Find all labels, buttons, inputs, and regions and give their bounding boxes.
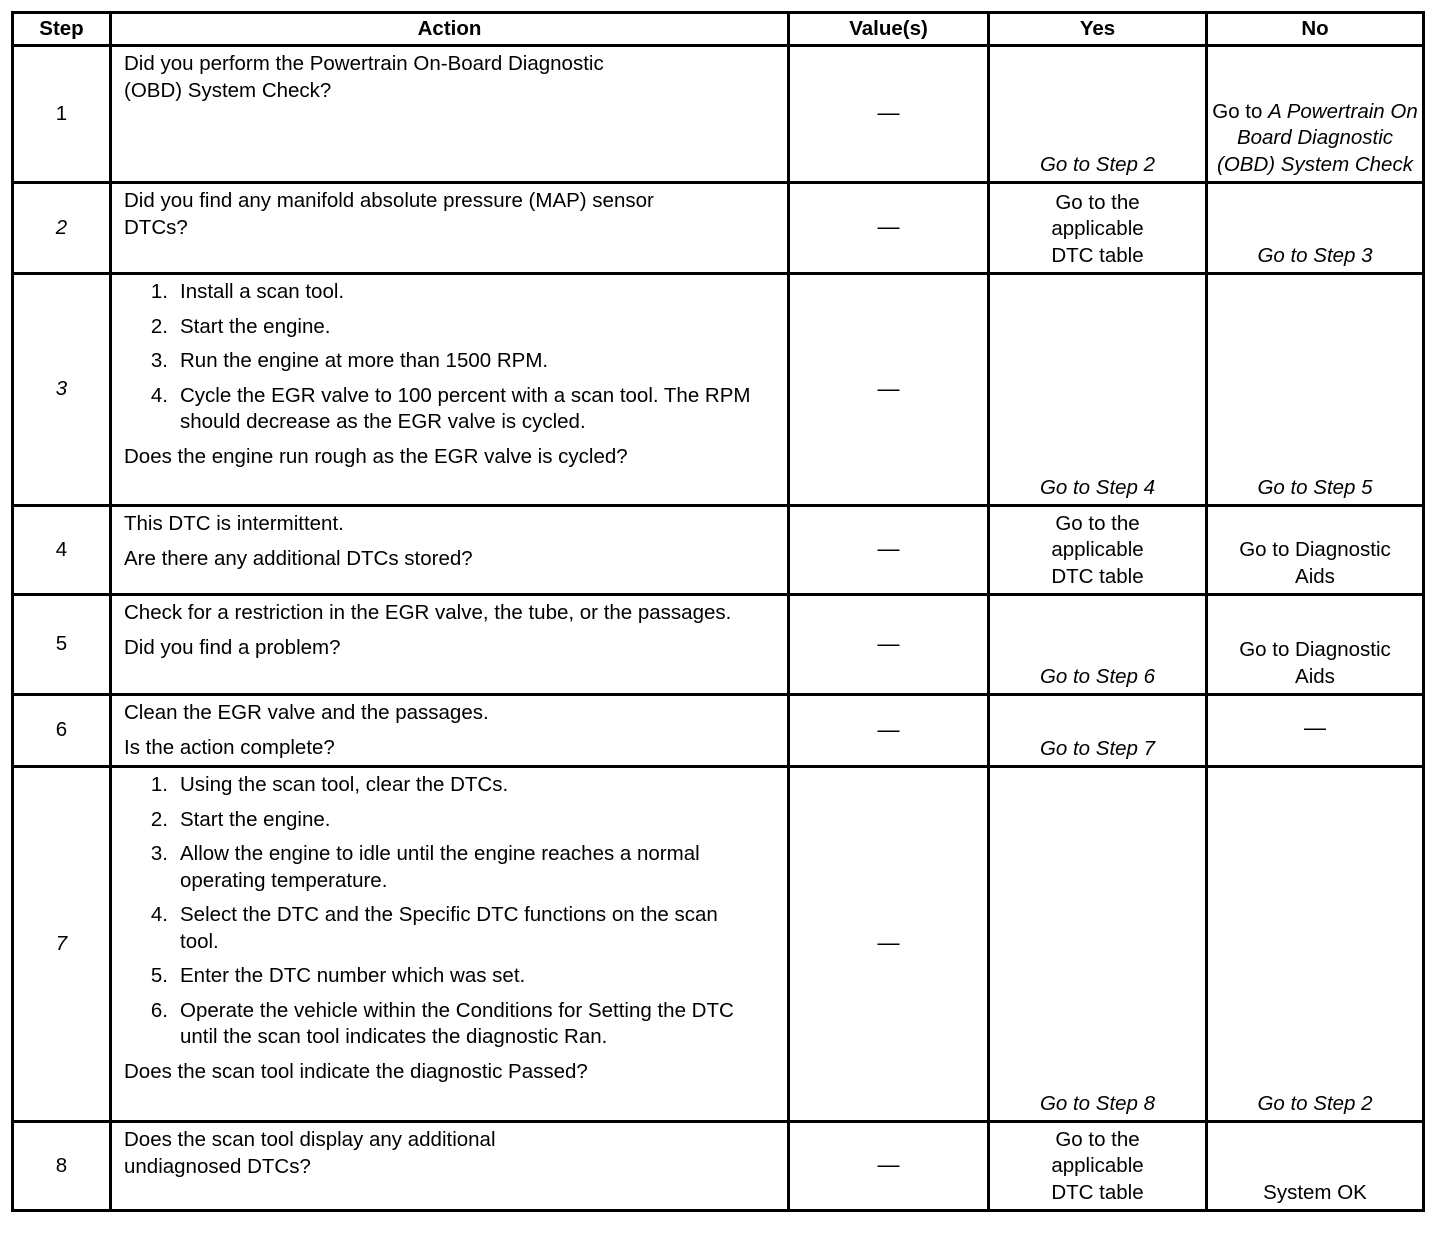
- yes-cell: [989, 183, 1207, 274]
- value-cell: [789, 46, 989, 183]
- step-number: 7: [13, 767, 111, 1122]
- action-question: Does the engine run rough as the EGR valve is cycled?: [124, 444, 628, 468]
- table-row: [13, 46, 1424, 183]
- value-cell: [789, 274, 989, 506]
- value-cell: [789, 1122, 989, 1211]
- value-dash: —: [877, 214, 900, 240]
- no-cell: [1207, 595, 1424, 695]
- table-row: [13, 1122, 1424, 1211]
- step-number: 3: [13, 274, 111, 506]
- action-text: Clean the EGR valve and the passages.: [124, 701, 489, 724]
- action-question: Is the action complete?: [124, 735, 335, 759]
- header-values: Value(s): [789, 13, 989, 46]
- yes-cell: [989, 1122, 1207, 1211]
- header-yes: Yes: [989, 13, 1207, 46]
- no-text: Go to Diagnostic Aids: [1239, 538, 1391, 588]
- diagnostic-table: [11, 11, 1425, 1212]
- action-question: Does the scan tool display any additional undiagnosed DTCs?: [124, 1128, 496, 1178]
- value-cell: [789, 767, 989, 1122]
- table-row: [13, 767, 1424, 1122]
- no-prefix: Go to: [1212, 99, 1269, 123]
- action-cell: [111, 183, 789, 274]
- yes-cell: [989, 506, 1207, 595]
- no-dash: —: [1304, 715, 1326, 741]
- yes-cell: Go to Step 4: [989, 274, 1207, 506]
- value-dash: —: [877, 716, 900, 742]
- header-step: Step: [13, 13, 111, 46]
- yes-cell: Go to Step 8: [989, 767, 1207, 1122]
- table-row: [13, 183, 1424, 274]
- header-no: No: [1207, 13, 1424, 46]
- action-question: Did you perform the Powertrain On-Board Diagnostic (OBD) System Check?: [124, 52, 604, 102]
- no-cell: Go to Step 5: [1207, 274, 1424, 506]
- yes-text: Go to the applicable DTC table: [1051, 1127, 1144, 1204]
- no-cell: Go to Step 3: [1207, 183, 1424, 274]
- value-dash: —: [877, 1152, 900, 1178]
- no-cell: [1207, 695, 1424, 767]
- no-link: A Powertrain On Board Diagnostic (OBD) System Check: [1217, 99, 1418, 176]
- yes-cell: Go to Step 2: [989, 46, 1207, 183]
- step-number: 1: [13, 46, 111, 183]
- step-number: 4: [13, 506, 111, 595]
- action-cell: [111, 274, 789, 506]
- action-question: Did you find a problem?: [124, 635, 341, 659]
- yes-cell: Go to Step 7: [989, 695, 1207, 767]
- value-dash: —: [877, 930, 900, 956]
- value-dash: —: [877, 536, 900, 562]
- yes-cell: Go to Step 6: [989, 595, 1207, 695]
- action-question: Did you find any manifold absolute pressure (MAP) sensor DTCs?: [124, 189, 654, 239]
- action-text: This DTC is intermittent.: [124, 512, 344, 535]
- no-cell: [1207, 506, 1424, 595]
- header-action: Action: [111, 13, 789, 46]
- action-question: Does the scan tool indicate the diagnostic Passed?: [124, 1059, 588, 1083]
- value-dash: —: [877, 375, 900, 401]
- action-cell: [111, 767, 789, 1122]
- list-item: 1. Using the scan tool, clear the DTCs.: [150, 773, 509, 796]
- table-row: [13, 274, 1424, 506]
- action-text: Check for a restriction in the EGR valve, the tube, or the passages.: [124, 601, 732, 624]
- action-question: Are there any additional DTCs stored?: [124, 546, 473, 570]
- list-item: 3. Run the engine at more than 1500 RPM.: [150, 349, 549, 372]
- list-item: 2. Start the engine.: [150, 314, 331, 338]
- step-number: 5: [13, 595, 111, 695]
- action-cell: [111, 46, 789, 183]
- action-cell: [111, 506, 789, 595]
- table-row: [13, 506, 1424, 595]
- step-number: 8: [13, 1122, 111, 1211]
- header-row: [13, 13, 1424, 46]
- list-item: 4. Select the DTC and the Specific DTC functions on the scan tool.: [150, 903, 718, 953]
- value-cell: [789, 695, 989, 767]
- step-number: 2: [13, 183, 111, 274]
- no-cell: System OK: [1207, 1122, 1424, 1211]
- action-cell: [111, 695, 789, 767]
- list-item: 5. Enter the DTC number which was set.: [150, 964, 526, 987]
- action-cell: [111, 595, 789, 695]
- list-item: 4. Cycle the EGR valve to 100 percent with a scan tool. The RPM should decrease as the EGR valve is cycled.: [150, 383, 751, 433]
- value-cell: [789, 183, 989, 274]
- list-item: 2. Start the engine.: [150, 807, 331, 831]
- step-number: 6: [13, 695, 111, 767]
- value-cell: [789, 595, 989, 695]
- no-cell: Go to Step 2: [1207, 767, 1424, 1122]
- no-text: Go to Diagnostic Aids: [1239, 638, 1391, 688]
- no-cell: [1207, 46, 1424, 183]
- list-item: 6. Operate the vehicle within the Conditions for Setting the DTC until the scan tool indicates the diagnostic Ran.: [150, 998, 734, 1048]
- list-item: 3. Allow the engine to idle until the engine reaches a normal operating temperature.: [150, 842, 700, 892]
- action-cell: [111, 1122, 789, 1211]
- yes-text: Go to the applicable DTC table: [1051, 190, 1144, 267]
- list-item: 1. Install a scan tool.: [150, 280, 345, 303]
- value-dash: —: [877, 630, 900, 656]
- value-dash: —: [877, 100, 900, 126]
- table-row: [13, 595, 1424, 695]
- yes-text: Go to the applicable DTC table: [1051, 511, 1144, 588]
- value-cell: [789, 506, 989, 595]
- table-row: [13, 695, 1424, 767]
- action-steps: [124, 279, 775, 436]
- action-steps: [124, 772, 775, 1051]
